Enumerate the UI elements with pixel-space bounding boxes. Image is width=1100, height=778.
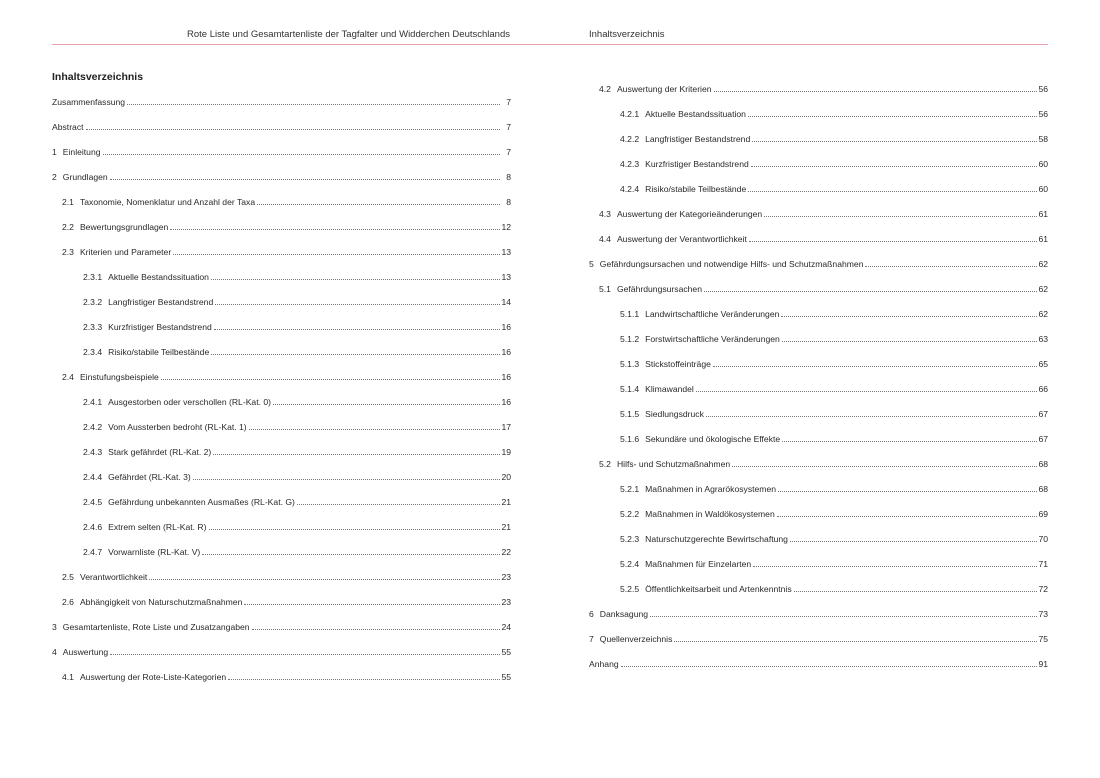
toc-entry-page: 16: [501, 322, 511, 332]
toc-entry-number: 3: [52, 622, 57, 632]
toc-entry-number: 5.1.1: [620, 309, 640, 319]
toc-leader-dots: [211, 354, 500, 355]
toc-entry-number: 4: [52, 647, 57, 657]
toc-entry-title: Risiko/stabile Teilbestände: [108, 347, 210, 357]
toc-entry-number: 2.4: [62, 372, 74, 382]
toc-entry[interactable]: [599, 233, 1048, 245]
toc-entry-page: 62: [1038, 284, 1048, 294]
toc-entry[interactable]: [620, 508, 1048, 520]
toc-leader-dots: [215, 304, 500, 305]
toc-leader-dots: [713, 366, 1037, 367]
toc-entry-title: Aktuelle Bestandssituation: [645, 109, 746, 119]
toc-entry-number: 5.2.5: [620, 584, 640, 594]
toc-entry-title: Landwirtschaftliche Veränderungen: [645, 309, 780, 319]
toc-entry-title: Öffentlichkeitsarbeit und Artenkenntnis: [645, 584, 792, 594]
toc-entry-number: 4.4: [599, 234, 611, 244]
toc-leader-dots: [696, 391, 1037, 392]
toc-entry-page: 67: [1038, 409, 1048, 419]
toc-entry-number: 5.1.2: [620, 334, 640, 344]
toc-entry[interactable]: [620, 583, 1048, 595]
toc-entry[interactable]: [83, 271, 511, 283]
toc-entry-number: 7: [589, 634, 594, 644]
toc-entry-title: Gesamtartenliste, Rote Liste und Zusatzangaben: [62, 622, 250, 632]
toc-leader-dots: [778, 491, 1037, 492]
toc-entry-number: 4.2.1: [620, 109, 640, 119]
toc-entry-number: 2.4.3: [83, 447, 103, 457]
toc-entry-title: Quellenverzeichnis: [599, 634, 673, 644]
toc-entry-page: 7: [506, 97, 511, 107]
toc-leader-dots: [753, 566, 1037, 567]
toc-entry-title: Vorwarnliste (RL-Kat. V): [108, 547, 201, 557]
toc-leader-dots: [704, 291, 1037, 292]
toc-entry-title: Kurzfristiger Bestandstrend: [108, 322, 212, 332]
toc-entry-number: 5.2.2: [620, 509, 640, 519]
toc-entry-page: 55: [501, 647, 511, 657]
toc-entry-number: 1: [52, 147, 57, 157]
toc-entry-title: Vom Aussterben bedroht (RL-Kat. 1): [108, 422, 247, 432]
toc-entry-title: Stark gefährdet (RL-Kat. 2): [108, 447, 212, 457]
toc-entry-page: 71: [1038, 559, 1048, 569]
toc-entry-number: 2.3.4: [83, 347, 103, 357]
toc-entry-page: 16: [501, 397, 511, 407]
toc-entry-title: Kriterien und Parameter: [79, 247, 172, 257]
toc-entry-page: 91: [1038, 659, 1048, 669]
toc-entry[interactable]: [62, 196, 511, 208]
toc-entry-page: 16: [501, 347, 511, 357]
toc-entry-page: 72: [1038, 584, 1048, 594]
toc-leader-dots: [621, 666, 1037, 667]
toc-entry-page: 23: [501, 572, 511, 582]
toc-entry-title: Maßnahmen für Einzelarten: [645, 559, 752, 569]
toc-leader-dots: [193, 479, 500, 480]
toc-leader-dots: [170, 229, 500, 230]
toc-entry-number: 4.2.2: [620, 134, 640, 144]
toc-entry-page: 62: [1038, 259, 1048, 269]
toc-entry[interactable]: [589, 608, 1048, 620]
toc-entry-title: Abhängigkeit von Naturschutzmaßnahmen: [79, 597, 243, 607]
toc-entry-title: Extrem selten (RL-Kat. R): [108, 522, 207, 532]
toc-entry-page: 12: [501, 222, 511, 232]
toc-entry-title: Zusammenfassung: [52, 97, 126, 107]
toc-entry-page: 58: [1038, 134, 1048, 144]
toc-leader-dots: [764, 216, 1037, 217]
toc-entry-page: 16: [501, 372, 511, 382]
toc-entry[interactable]: [620, 433, 1048, 445]
toc-entry-page: 63: [1038, 334, 1048, 344]
toc-entry[interactable]: [52, 646, 511, 658]
toc-leader-dots: [752, 141, 1037, 142]
toc-entry[interactable]: [620, 558, 1048, 570]
toc-entry-page: 23: [501, 597, 511, 607]
toc-entry-number: 2.4.6: [83, 522, 103, 532]
toc-leader-dots: [790, 541, 1037, 542]
toc-entry[interactable]: [620, 333, 1048, 345]
toc-entry-number: 2.4.4: [83, 472, 103, 482]
toc-entry-number: 5: [589, 259, 594, 269]
toc-entry-page: 17: [501, 422, 511, 432]
toc-leader-dots: [149, 579, 500, 580]
toc-leader-dots: [209, 529, 501, 530]
toc-entry-number: 5.1.4: [620, 384, 640, 394]
toc-heading: Inhaltsverzeichnis: [52, 71, 144, 83]
toc-entry-page: 56: [1038, 109, 1048, 119]
toc-leader-dots: [748, 191, 1037, 192]
toc-entry-page: 61: [1038, 209, 1048, 219]
toc-leader-dots: [777, 516, 1037, 517]
toc-entry-page: 70: [1038, 534, 1048, 544]
toc-leader-dots: [782, 441, 1037, 442]
toc-entry[interactable]: [620, 308, 1048, 320]
toc-entry-page: 21: [501, 522, 511, 532]
toc-leader-dots: [252, 629, 500, 630]
toc-entry-number: 2.6: [62, 597, 74, 607]
toc-entry-title: Hilfs- und Schutzmaßnahmen: [616, 459, 731, 469]
toc-leader-dots: [751, 166, 1037, 167]
toc-entry-title: Maßnahmen in Agrarökosystemen: [645, 484, 777, 494]
toc-entry[interactable]: [83, 421, 511, 433]
toc-entry[interactable]: [62, 596, 511, 608]
toc-leader-dots: [748, 116, 1037, 117]
toc-entry-number: 5.1.6: [620, 434, 640, 444]
toc-entry-number: 4.2.3: [620, 159, 640, 169]
toc-entry-title: Siedlungsdruck: [645, 409, 704, 419]
toc-entry-title: Langfristiger Bestandstrend: [645, 134, 751, 144]
toc-entry-page: 60: [1038, 184, 1048, 194]
toc-entry-page: 14: [501, 297, 511, 307]
toc-entry-number: 5.2: [599, 459, 611, 469]
toc-entry[interactable]: [83, 321, 511, 333]
toc-entry-title: Grundlagen: [62, 172, 108, 182]
toc-entry-number: 5.1.5: [620, 409, 640, 419]
toc-leader-dots: [794, 591, 1037, 592]
toc-entry-title: Naturschutzgerechte Bewirtschaftung: [645, 534, 788, 544]
toc-entry-title: Gefährdet (RL-Kat. 3): [108, 472, 191, 482]
toc-entry[interactable]: [83, 521, 511, 533]
toc-entry-number: 2: [52, 172, 57, 182]
toc-entry[interactable]: [83, 296, 511, 308]
toc-entry-number: 4.3: [599, 209, 611, 219]
toc-entry-number: 2.4.5: [83, 497, 103, 507]
toc-entry-title: Maßnahmen in Waldökosystemen: [645, 509, 775, 519]
toc-entry-title: Auswertung der Kriterien: [616, 84, 712, 94]
toc-entry-number: 2.3.2: [83, 297, 103, 307]
toc-entry-page: 68: [1038, 459, 1048, 469]
toc-entry[interactable]: [83, 546, 511, 558]
toc-entry[interactable]: [620, 383, 1048, 395]
toc-leader-dots: [110, 654, 500, 655]
toc-entry[interactable]: [589, 258, 1048, 270]
toc-entry[interactable]: [620, 108, 1048, 120]
toc-leader-dots: [161, 379, 500, 380]
toc-entry-number: 4.2.4: [620, 184, 640, 194]
toc-entry-title: Risiko/stabile Teilbestände: [645, 184, 747, 194]
toc-entry-title: Sekundäre und ökologische Effekte: [645, 434, 781, 444]
toc-entry[interactable]: [52, 96, 511, 108]
toc-entry[interactable]: [62, 221, 511, 233]
toc-entry[interactable]: [620, 358, 1048, 370]
toc-entry-title: Auswertung: [62, 647, 109, 657]
toc-entry[interactable]: [599, 208, 1048, 220]
toc-entry-title: Danksagung: [599, 609, 649, 619]
running-header-section: Inhaltsverzeichnis: [589, 29, 665, 40]
toc-entry-title: Gefährdungsursachen und notwendige Hilfs- und Schutzmaßnahmen: [599, 259, 864, 269]
toc-entry-number: 4.1: [62, 672, 74, 682]
toc-entry-number: 5.2.4: [620, 559, 640, 569]
toc-leader-dots: [650, 616, 1037, 617]
toc-entry-title: Gefährdungsursachen: [616, 284, 702, 294]
toc-entry-title: Kurzfristiger Bestandstrend: [645, 159, 749, 169]
toc-entry-number: 2.2: [62, 222, 74, 232]
toc-entry-title: Auswertung der Verantwortlichkeit: [616, 234, 747, 244]
toc-entry-title: Bewertungsgrundlagen: [79, 222, 169, 232]
toc-entry-page: 60: [1038, 159, 1048, 169]
toc-entry-title: Klimawandel: [645, 384, 694, 394]
toc-entry-title: Aktuelle Bestandssituation: [108, 272, 209, 282]
toc-entry-page: 65: [1038, 359, 1048, 369]
toc-entry-number: 2.3: [62, 247, 74, 257]
toc-leader-dots: [173, 254, 500, 255]
toc-entry-number: 6: [589, 609, 594, 619]
toc-entry-page: 56: [1038, 84, 1048, 94]
toc-leader-dots: [103, 154, 500, 155]
toc-entry-title: Langfristiger Bestandstrend: [108, 297, 214, 307]
toc-entry-page: 67: [1038, 434, 1048, 444]
toc-entry[interactable]: [620, 533, 1048, 545]
toc-entry-page: 22: [501, 547, 511, 557]
toc-entry[interactable]: [599, 283, 1048, 295]
toc-leader-dots: [865, 266, 1037, 267]
toc-leader-dots: [732, 466, 1037, 467]
toc-leader-dots: [706, 416, 1037, 417]
toc-entry-page: 19: [501, 447, 511, 457]
toc-entry-page: 24: [501, 622, 511, 632]
toc-entry-title: Verantwortlichkeit: [79, 572, 148, 582]
toc-entry-number: 4.2: [599, 84, 611, 94]
toc-entry-title: Einstufungsbeispiele: [79, 372, 159, 382]
toc-entry-title: Stickstoffeinträge: [645, 359, 711, 369]
toc-entry-title: Auswertung der Rote-Liste-Kategorien: [79, 672, 227, 682]
toc-leader-dots: [257, 204, 500, 205]
toc-entry-number: 2.4.2: [83, 422, 103, 432]
toc-entry-number: 2.3.3: [83, 322, 103, 332]
toc-entry-number: 2.4.1: [83, 397, 103, 407]
toc-entry[interactable]: [62, 371, 511, 383]
toc-entry-page: 20: [501, 472, 511, 482]
toc-leader-dots: [297, 504, 500, 505]
toc-entry-page: 55: [501, 672, 511, 682]
toc-leader-dots: [782, 341, 1037, 342]
toc-entry-number: 5.1.3: [620, 359, 640, 369]
toc-entry-number: 5.1: [599, 284, 611, 294]
toc-entry-page: 13: [501, 272, 511, 282]
toc-leader-dots: [781, 316, 1037, 317]
toc-entry[interactable]: [620, 408, 1048, 420]
toc-entry-title: Ausgestorben oder verschollen (RL-Kat. 0): [108, 397, 272, 407]
toc-entry-title: Abstract: [52, 122, 84, 132]
toc-entry-number: 2.4.7: [83, 547, 103, 557]
toc-entry-title: Einleitung: [62, 147, 101, 157]
toc-entry[interactable]: [83, 446, 511, 458]
toc-leader-dots: [749, 241, 1037, 242]
toc-entry-page: 66: [1038, 384, 1048, 394]
toc-entry-page: 13: [501, 247, 511, 257]
toc-entry[interactable]: [599, 458, 1048, 470]
toc-entry-page: 7: [506, 147, 511, 157]
toc-entry[interactable]: [83, 396, 511, 408]
toc-leader-dots: [244, 604, 500, 605]
toc-entry-page: 61: [1038, 234, 1048, 244]
toc-entry[interactable]: [52, 121, 511, 133]
toc-entry-page: 8: [506, 172, 511, 182]
toc-leader-dots: [213, 454, 500, 455]
toc-entry[interactable]: [62, 246, 511, 258]
toc-leader-dots: [228, 679, 500, 680]
toc-entry[interactable]: [599, 83, 1048, 95]
toc-entry[interactable]: [83, 496, 511, 508]
toc-entry[interactable]: [620, 183, 1048, 195]
toc-leader-dots: [214, 329, 500, 330]
toc-entry-title: Taxonomie, Nomenklatur und Anzahl der Taxa: [79, 197, 256, 207]
toc-leader-dots: [714, 91, 1037, 92]
toc-entry-page: 68: [1038, 484, 1048, 494]
toc-leader-dots: [86, 129, 500, 130]
toc-entry-title: Anhang: [589, 659, 619, 669]
toc-entry[interactable]: [589, 658, 1048, 670]
running-header-title: Rote Liste und Gesamtartenliste der Tagfalter und Widderchen Deutschlands: [186, 29, 510, 40]
toc-entry-page: 21: [501, 497, 511, 507]
header-divider: [52, 44, 1048, 45]
toc-entry[interactable]: [62, 571, 511, 583]
toc-entry-page: 69: [1038, 509, 1048, 519]
toc-entry[interactable]: [52, 146, 511, 158]
toc-entry-page: 8: [506, 197, 511, 207]
toc-entry[interactable]: [52, 621, 511, 633]
toc-entry-title: Auswertung der Kategorieänderungen: [616, 209, 763, 219]
toc-entry-number: 5.2.3: [620, 534, 640, 544]
toc-leader-dots: [202, 554, 500, 555]
toc-entry-page: 75: [1038, 634, 1048, 644]
toc-entry[interactable]: [620, 158, 1048, 170]
toc-entry[interactable]: [620, 133, 1048, 145]
toc-entry[interactable]: [620, 483, 1048, 495]
toc-entry[interactable]: [83, 471, 511, 483]
toc-entry-page: 73: [1038, 609, 1048, 619]
toc-entry[interactable]: [589, 633, 1048, 645]
toc-entry[interactable]: [83, 346, 511, 358]
toc-entry-number: 2.3.1: [83, 272, 103, 282]
toc-entry-number: 2.5: [62, 572, 74, 582]
toc-entry[interactable]: [52, 171, 511, 183]
toc-entry-title: Gefährdung unbekannten Ausmaßes (RL-Kat. G): [108, 497, 295, 507]
toc-entry-number: 5.2.1: [620, 484, 640, 494]
toc-leader-dots: [110, 179, 500, 180]
toc-entry-page: 7: [506, 122, 511, 132]
toc-leader-dots: [273, 404, 500, 405]
toc-leader-dots: [249, 429, 500, 430]
toc-leader-dots: [211, 279, 500, 280]
toc-entry-title: Forstwirtschaftliche Veränderungen: [645, 334, 780, 344]
toc-entry[interactable]: [62, 671, 511, 683]
toc-leader-dots: [127, 104, 500, 105]
toc-leader-dots: [674, 641, 1037, 642]
toc-entry-page: 62: [1038, 309, 1048, 319]
toc-entry-number: 2.1: [62, 197, 74, 207]
